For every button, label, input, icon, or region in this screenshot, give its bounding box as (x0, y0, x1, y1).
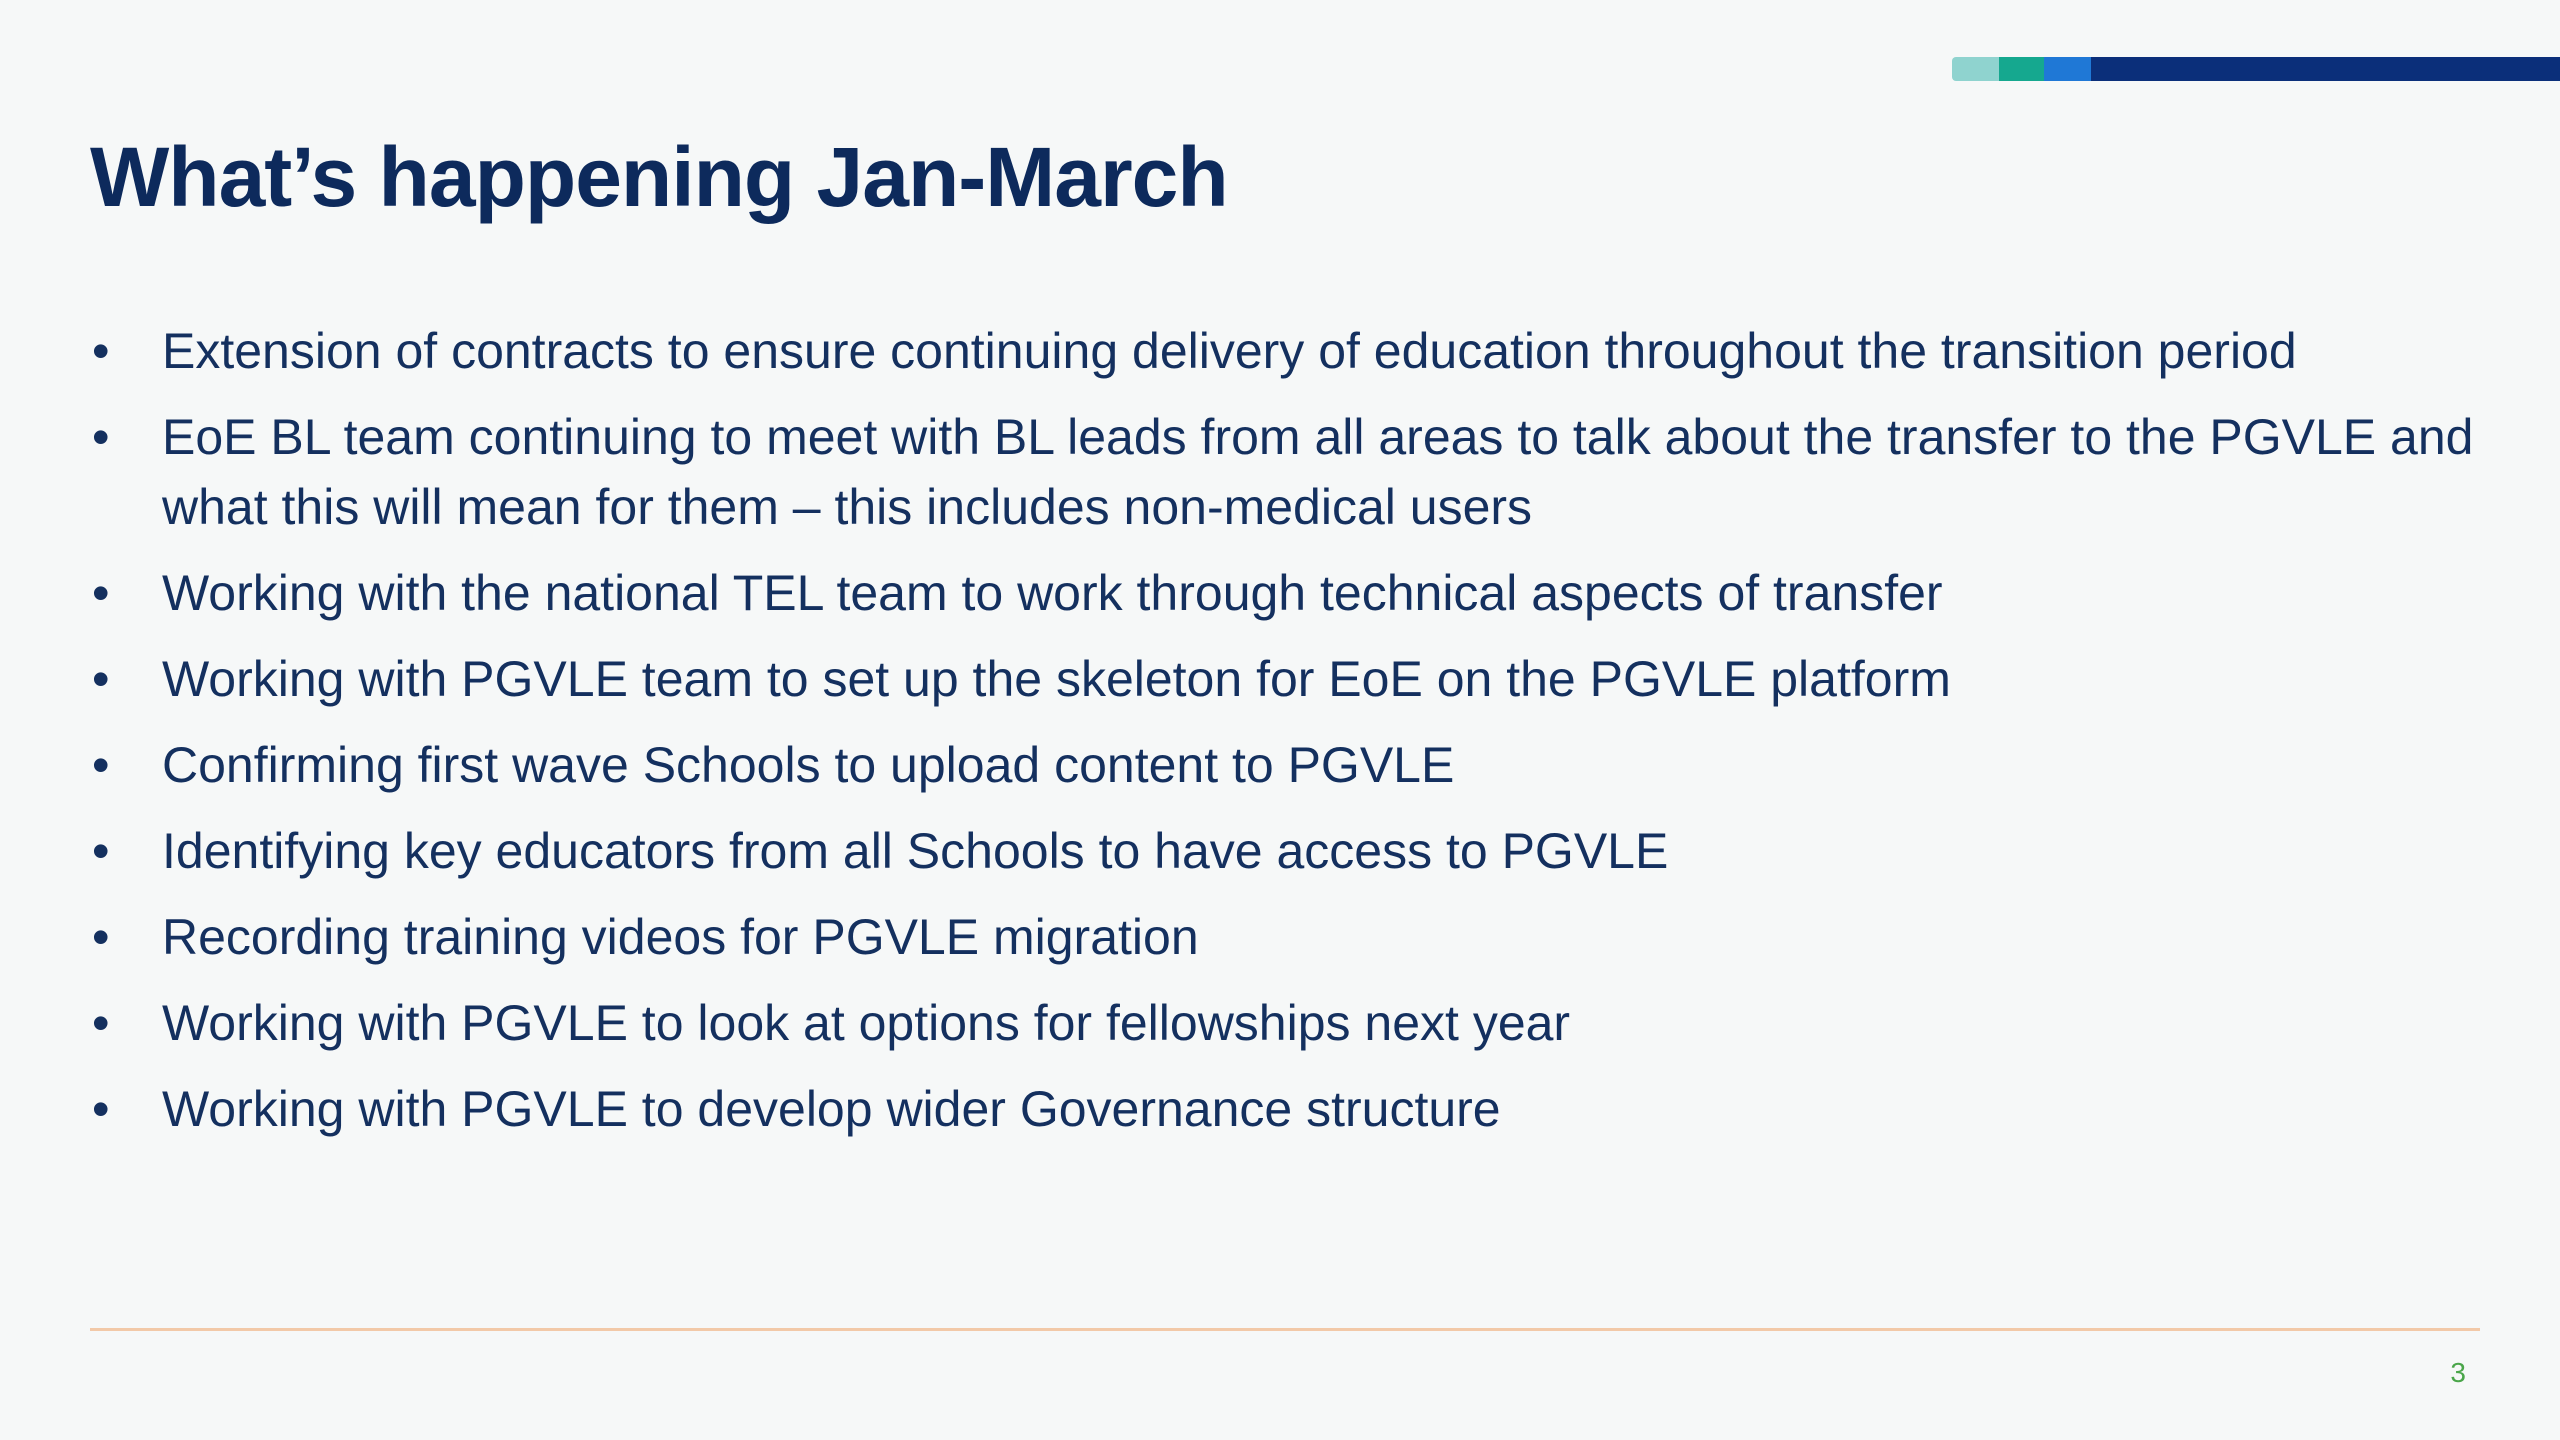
bullet-text: Working with the national TEL team to work through technical aspects of transfer (162, 565, 1943, 621)
bullet-text: Recording training videos for PGVLE migration (162, 909, 1199, 965)
bullet-item (90, 988, 2490, 1058)
bullet-dot: • (92, 737, 110, 793)
bullet-dot: • (92, 995, 110, 1051)
bullet-item (90, 902, 2490, 972)
bullet-text: Working with PGVLE team to set up the skeleton for EoE on the PGVLE platform (162, 651, 1951, 707)
slide-title: What’s happening Jan-March (90, 130, 1228, 224)
bullet-text: Confirming first wave Schools to upload content to PGVLE (162, 737, 1455, 793)
footer-divider (90, 1328, 2480, 1331)
bullet-dot: • (92, 651, 110, 707)
bullet-dot: • (92, 565, 110, 621)
bullet-dot: • (92, 909, 110, 965)
accent-segment-3 (2044, 57, 2091, 81)
bullet-dot: • (92, 1081, 110, 1137)
accent-bar (1952, 57, 2560, 81)
bullet-item (90, 1074, 2490, 1144)
bullet-item (90, 816, 2490, 886)
page-number: 3 (2450, 1357, 2466, 1388)
bullet-text: Identifying key educators from all Schools to have access to PGVLE (162, 823, 1669, 879)
accent-segment-2 (1999, 57, 2044, 81)
accent-segment-4 (2091, 57, 2560, 81)
bullet-text: Working with PGVLE to develop wider Governance structure (162, 1081, 1501, 1137)
bullet-dot: • (92, 823, 110, 879)
bullet-list (90, 316, 2490, 1160)
bullet-item (90, 730, 2490, 800)
accent-segment-1 (1952, 57, 1999, 81)
bullet-text: EoE BL team continuing to meet with BL leads from all areas to talk about the transfer to the PGVLE and what this will mean for them – this includes non-medical users (162, 409, 2474, 535)
bullet-text: Working with PGVLE to look at options for fellowships next year (162, 995, 1571, 1051)
bullet-item (90, 644, 2490, 714)
bullet-text: Extension of contracts to ensure continuing delivery of education throughout the transition period (162, 323, 2297, 379)
bullet-item (90, 402, 2490, 542)
bullet-dot: • (92, 409, 110, 465)
bullet-dot: • (92, 323, 110, 379)
bullet-item (90, 558, 2490, 628)
bullet-item (90, 316, 2490, 386)
